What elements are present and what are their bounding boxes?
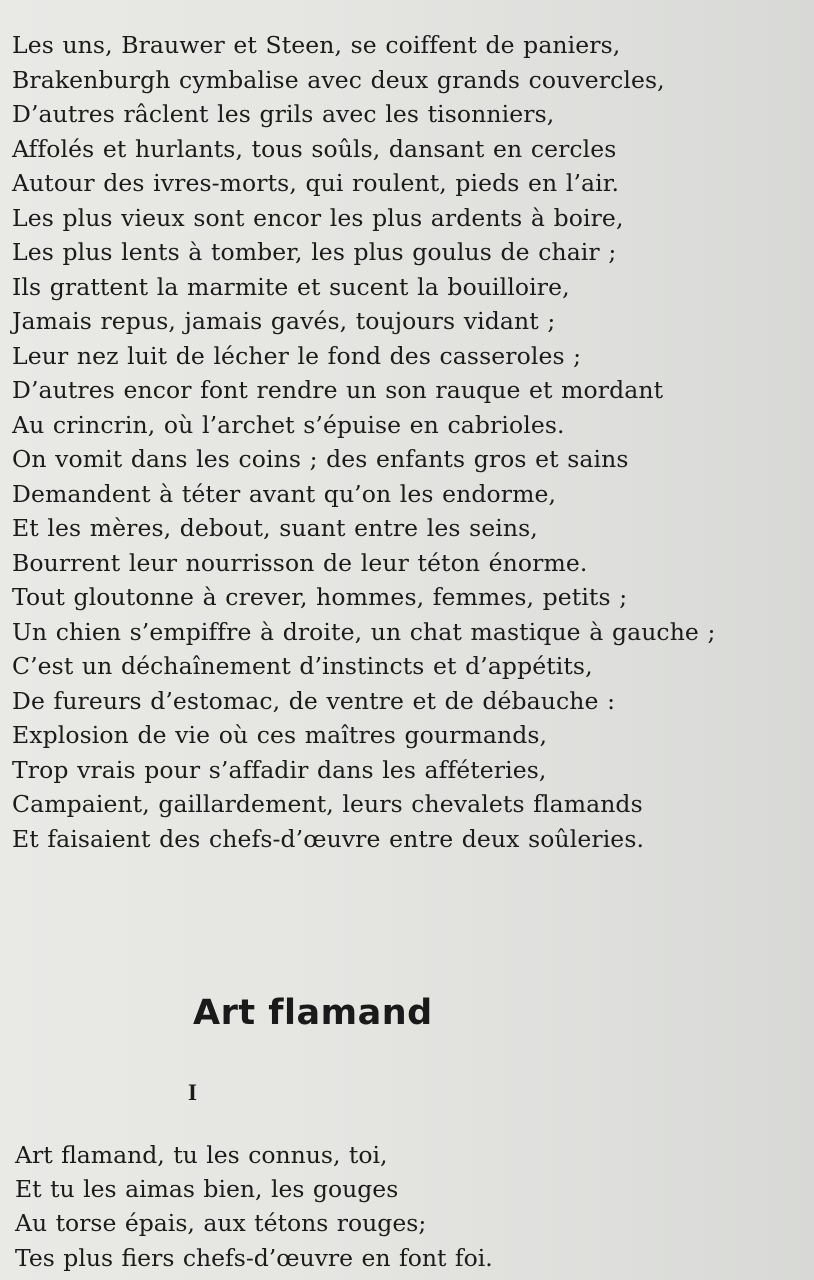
poem-line: Les plus vieux sont encor les plus ardents à boire, bbox=[12, 203, 624, 232]
poem-line: Tout gloutonne à crever, hommes, femmes, petits ; bbox=[12, 583, 628, 611]
poem-stanza-bottom bbox=[15, 1138, 795, 1275]
poem-line: Campaient, gaillardement, leurs chevalets flamands bbox=[12, 790, 643, 818]
poem-line: D’autres râclent les grils avec les tisonniers, bbox=[12, 100, 555, 128]
poem-line: Au crincrin, où l’archet s’épuise en cabrioles. bbox=[12, 410, 565, 439]
poem-line: Autour des ivres-morts, qui roulent, pieds en l’air. bbox=[12, 169, 620, 197]
section-numeral: I bbox=[188, 1080, 197, 1105]
poem-line: Et les mères, debout, suant entre les seins, bbox=[12, 514, 538, 542]
poem-line: C’est un déchaînement d’instincts et d’appétits, bbox=[12, 652, 593, 680]
poem-line: Ils grattent la marmite et sucent la bouilloire, bbox=[12, 272, 570, 301]
poem-line: Et tu les aimas bien, les gouges bbox=[15, 1175, 399, 1204]
poem-line: Un chien s’empiffre à droite, un chat mastique à gauche ; bbox=[12, 617, 716, 646]
poem-line: Au torse épais, aux tétons rouges; bbox=[15, 1209, 427, 1238]
poem-line: On vomit dans les coins ; des enfants gros et sains bbox=[12, 445, 629, 473]
section-title: Art flamand bbox=[193, 993, 433, 1033]
poem-line: Trop vrais pour s’affadir dans les afféteries, bbox=[12, 755, 547, 784]
poem-line: Et faisaient des chefs-d’œuvre entre deux soûleries. bbox=[12, 824, 645, 853]
poem-line: Leur nez luit de lécher le fond des casseroles ; bbox=[12, 341, 582, 370]
poem-line: Tes plus fiers chefs-d’œuvre en font foi. bbox=[15, 1243, 493, 1272]
poem-stanza-top bbox=[12, 28, 802, 856]
poem-line: Bourrent leur nourrisson de leur téton énorme. bbox=[12, 548, 588, 577]
poem-line: Brakenburgh cymbalise avec deux grands couvercles, bbox=[12, 65, 665, 94]
poem-line: Les plus lents à tomber, les plus goulus de chair ; bbox=[12, 238, 617, 266]
poem-line: Les uns, Brauwer et Steen, se coiffent de paniers, bbox=[12, 31, 621, 59]
poem-line: Jamais repus, jamais gavés, toujours vidant ; bbox=[12, 307, 556, 335]
poem-line: De fureurs d’estomac, de ventre et de débauche : bbox=[12, 686, 616, 715]
poem-line: Affolés et hurlants, tous soûls, dansant en cercles bbox=[12, 134, 617, 163]
poem-line: D’autres encor font rendre un son rauque et mordant bbox=[12, 376, 664, 404]
poem-line: Demandent à téter avant qu’on les endorme, bbox=[12, 479, 557, 508]
poem-line: Explosion de vie où ces maîtres gourmands, bbox=[12, 721, 548, 749]
poem-line: Art flamand, tu les connus, toi, bbox=[15, 1141, 388, 1169]
